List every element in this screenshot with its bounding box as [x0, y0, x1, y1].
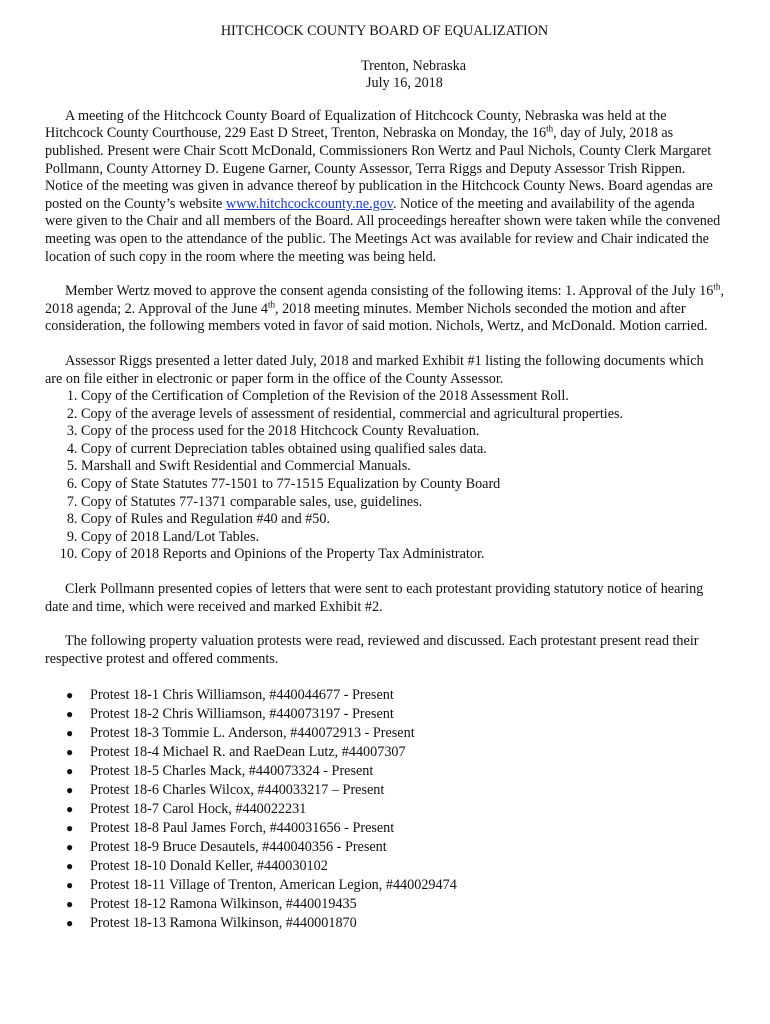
protest-text: Protest 18-3 Tommie L. Anderson, #440072913 - Present	[90, 725, 415, 742]
consent-text-c: , 2018 meeting minutes. Member Nichols seconded the motion and after consideration, the following members voted in favor of said motion. Nichols, Wertz, and McDonald. Motion carried.	[45, 300, 708, 335]
protest-text: Protest 18-8 Paul James Forch, #440031656 - Present	[90, 820, 395, 837]
list-item: 8. Copy of Rules and Regulation #40 and #50.	[81, 511, 724, 529]
bullet-icon: ●	[66, 764, 74, 779]
protest-text: Protest 18-5 Charles Mack, #440073324 - Present	[90, 763, 374, 780]
protest-text: Protest 18-11 Village of Trenton, American Legion, #440029474	[90, 877, 457, 894]
list-item	[45, 724, 724, 743]
meeting-date: July 16, 2018	[366, 75, 443, 92]
bullet-icon: ●	[66, 840, 74, 855]
intro-text-b: , day of July, 2018 as published. Present were Chair Scott McDonald, Commissioners Ron Wertz and Paul Nichols, County Clerk Margaret Pollmann, County Attorney D. Eugene Garner, County Assessor, Terra Riggs and Deputy Assessor Trish Rippen. Notice of the meeting was given in advance thereof by publication in the Hitchcock County News. Board agendas are posted on the County’s website	[45, 125, 713, 212]
paragraph-protests-intro: The following property valuation protests were read, reviewed and discussed. Each protestant present read their respective protest and offered comments.	[45, 633, 699, 667]
protest-text: Protest 18-7 Carol Hock, #440022231	[90, 801, 307, 818]
list-item: 6. Copy of State Statutes 77-1501 to 77-1515 Equalization by County Board	[81, 476, 724, 494]
county-website-link[interactable]: www.hitchcockcounty.ne.gov	[225, 195, 393, 212]
bullet-icon: ●	[66, 878, 74, 893]
protest-text: Protest 18-4 Michael R. and RaeDean Lutz, #44007307	[90, 744, 406, 761]
protest-text: Protest 18-2 Chris Williamson, #440073197 - Present	[90, 706, 394, 723]
consent-text-a: Member Wertz moved to approve the consent agenda consisting of the following items: 1. Approval of the July 16	[65, 283, 714, 300]
list-item	[45, 686, 724, 705]
meeting-location: Trenton, Nebraska	[361, 57, 467, 74]
exhibit-1-document-list	[45, 388, 724, 564]
protest-text: Protest 18-12 Ramona Wilkinson, #440019435	[90, 896, 357, 913]
list-item	[45, 914, 724, 933]
intro-sup: th	[546, 123, 554, 134]
list-item: 10. Copy of 2018 Reports and Opinions of the Property Tax Administrator.	[81, 546, 724, 564]
list-item	[45, 857, 724, 876]
list-item	[45, 895, 724, 914]
bullet-icon: ●	[66, 859, 74, 874]
list-item	[45, 819, 724, 838]
list-item	[45, 762, 724, 781]
consent-text-b: , 2018 agenda; 2. Approval of the June 4	[45, 283, 724, 317]
list-item: 4. Copy of current Depreciation tables obtained using qualified sales data.	[81, 441, 724, 459]
bullet-icon: ●	[66, 821, 74, 836]
protest-text: Protest 18-10 Donald Keller, #440030102	[90, 858, 328, 875]
bullet-icon: ●	[66, 783, 74, 798]
list-item	[45, 781, 724, 800]
list-item: 9. Copy of 2018 Land/Lot Tables.	[81, 529, 724, 547]
bullet-icon: ●	[66, 688, 74, 703]
list-item	[45, 800, 724, 819]
list-item	[45, 838, 724, 857]
protest-list	[45, 686, 724, 933]
list-item: 3. Copy of the process used for the 2018 Hitchcock County Revaluation.	[81, 423, 724, 441]
list-item: 1. Copy of the Certification of Completion of the Revision of the 2018 Assessment Roll.	[81, 388, 724, 406]
bullet-icon: ●	[66, 726, 74, 741]
protest-text: Protest 18-1 Chris Williamson, #440044677 - Present	[90, 687, 394, 704]
bullet-icon: ●	[66, 916, 74, 931]
list-item	[45, 705, 724, 724]
bullet-icon: ●	[66, 745, 74, 760]
protest-text: Protest 18-13 Ramona Wilkinson, #440001870	[90, 915, 357, 932]
list-item: 7. Copy of Statutes 77-1371 comparable sales, use, guidelines.	[81, 494, 724, 512]
intro-text-c: . Notice of the meeting and availability of the agenda were given to the Chair and all members of the Board. All proceedings hereafter shown were taken while the convened meeting was open to the attendance of the public. The Meetings Act was available for review and Chair indicated the location of such copy in the room where the meeting was being held.	[45, 195, 721, 265]
meeting-place-date	[45, 58, 724, 93]
list-item	[45, 876, 724, 895]
protest-text: Protest 18-9 Bruce Desautels, #440040356 - Present	[90, 839, 387, 856]
consent-sup-2: th	[268, 298, 276, 309]
bullet-icon: ●	[66, 802, 74, 817]
list-item: 2. Copy of the average levels of assessment of residential, commercial and agricultural properties.	[81, 406, 724, 424]
paragraph-consent-agenda	[45, 283, 724, 336]
protest-text: Protest 18-6 Charles Wilcox, #440033217 – Present	[90, 782, 385, 799]
paragraph-meeting-intro	[45, 108, 724, 266]
paragraph-clerk-letters: Clerk Pollmann presented copies of letters that were sent to each protestant providing statutory notice of hearing date and time, which were received and marked Exhibit #2.	[45, 581, 704, 615]
document-title: HITCHCOCK COUNTY BOARD OF EQUALIZATION	[220, 23, 549, 39]
bullet-icon: ●	[66, 707, 74, 722]
paragraph-assessor-letter: Assessor Riggs presented a letter dated July, 2018 and marked Exhibit #1 listing the following documents which are on file either in electronic or paper form in the office of the County Assessor.	[45, 352, 704, 387]
list-item: 5. Marshall and Swift Residential and Commercial Manuals.	[81, 458, 724, 476]
intro-text-a: A meeting of the Hitchcock County Board of Equalization of Hitchcock County, Nebraska was held at the Hitchcock County Courthouse, 229 East D Street, Trenton, Nebraska on Monday, the 16	[45, 107, 667, 142]
bullet-icon: ●	[66, 897, 74, 912]
consent-sup-1: th	[713, 281, 721, 292]
list-item	[45, 743, 724, 762]
